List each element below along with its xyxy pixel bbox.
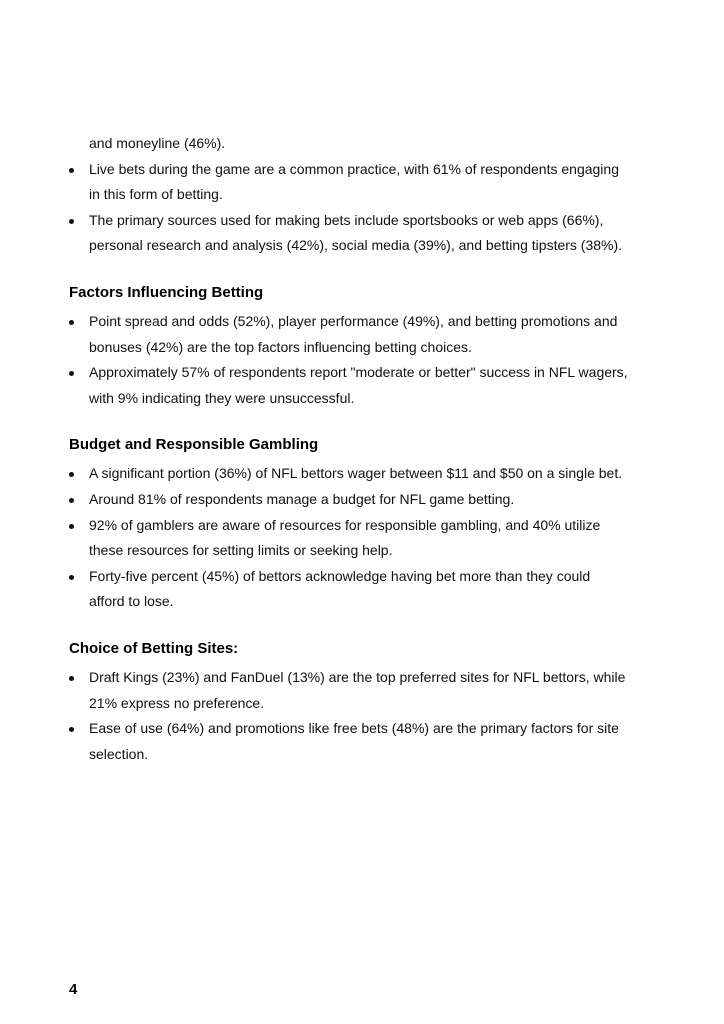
bullet-icon — [69, 575, 74, 580]
list-item — [69, 513, 629, 564]
list-item-text: Draft Kings (23%) and FanDuel (13%) are the top preferred sites for NFL bettors, while 21% express no preference. — [89, 668, 626, 711]
bullet-list — [69, 665, 629, 767]
continued-bullet-text: and moneyline (46%). — [89, 135, 226, 151]
list-item — [69, 487, 629, 513]
section-factors — [69, 283, 629, 411]
list-item-text: Forty-five percent (45%) of bettors acknowledge having bet more than they could afford to lose. — [89, 567, 591, 610]
list-item — [69, 360, 629, 411]
list-item — [69, 208, 629, 259]
list-item — [69, 157, 629, 208]
bullet-icon — [69, 498, 74, 503]
page-number: 4 — [69, 981, 78, 998]
bullet-icon — [69, 320, 74, 325]
bullet-icon — [69, 472, 74, 477]
list-item-text: The primary sources used for making bets include sportsbooks or web apps (66%), personal research and analysis (42%), social media (39%), and betting tipsters (38%). — [89, 211, 623, 254]
section-betting-sites — [69, 639, 629, 767]
section-heading: Budget and Responsible Gambling — [69, 436, 319, 454]
section-budget — [69, 435, 629, 615]
list-item-text: 92% of gamblers are aware of resources for responsible gambling, and 40% utilize these resources for setting limits or seeking help. — [89, 516, 601, 559]
bullet-icon — [69, 676, 74, 681]
list-item-text: Ease of use (64%) and promotions like free bets (48%) are the primary factors for site selection. — [89, 720, 619, 762]
bullet-icon — [69, 727, 74, 732]
list-item — [69, 665, 629, 716]
section-heading: Factors Influencing Betting — [69, 283, 264, 301]
document-body — [69, 131, 629, 767]
list-item-text: Point spread and odds (52%), player performance (49%), and betting promotions and bonuses (42%) are the top factors influencing betting choices. — [89, 312, 618, 355]
list-item-text: Live bets during the game are a common practice, with 61% of respondents engaging in this form of betting. — [89, 160, 619, 203]
list-item — [69, 716, 629, 767]
bullet-icon — [69, 524, 74, 529]
bullet-list — [69, 461, 629, 615]
list-item-text: Around 81% of respondents manage a budget for NFL game betting. — [89, 490, 515, 507]
list-item — [69, 564, 629, 615]
section-heading: Choice of Betting Sites: — [69, 639, 239, 657]
list-item-text: A significant portion (36%) of NFL bettors wager between $11 and $50 on a single bet. — [89, 465, 623, 482]
bullet-list — [69, 309, 629, 411]
bullet-icon — [69, 168, 74, 173]
bullet-icon — [69, 219, 74, 224]
list-item — [69, 461, 629, 487]
bullet-icon — [69, 371, 74, 376]
list-item-text: Approximately 57% of respondents report "moderate or better" success in NFL wagers, with 9% indicating they were unsuccessful. — [89, 364, 628, 406]
intro-bullet-list — [69, 157, 629, 259]
list-item — [69, 309, 629, 360]
